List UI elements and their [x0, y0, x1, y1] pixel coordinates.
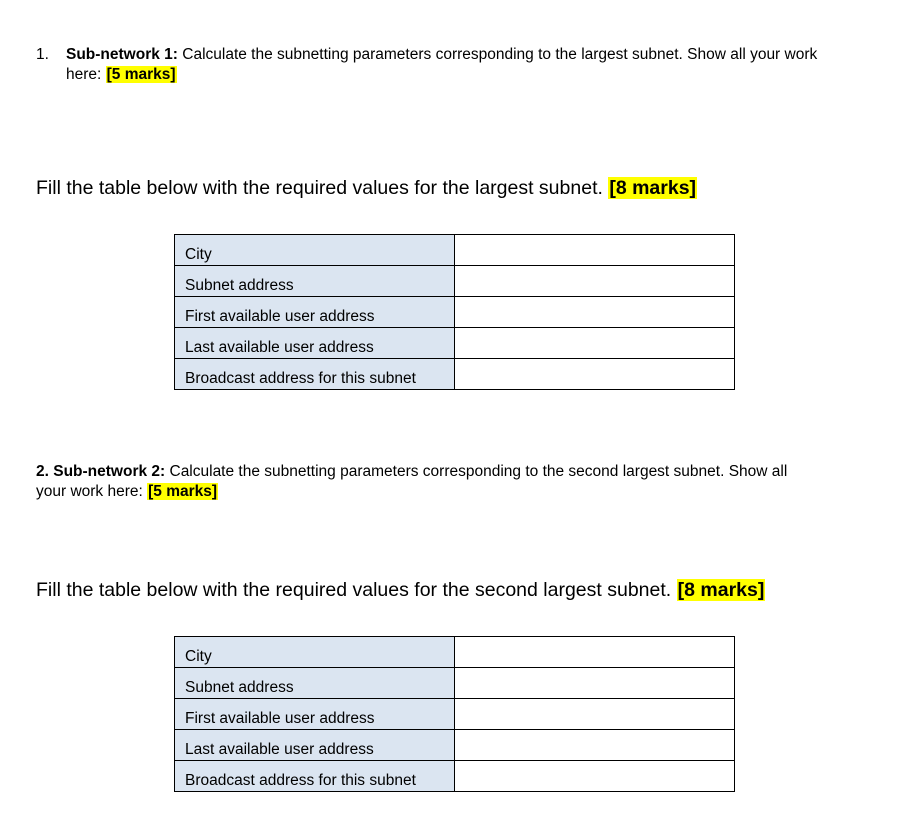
table-value-city[interactable]: [454, 637, 734, 668]
fill-instruction-2: [36, 577, 765, 603]
question-1: [36, 45, 896, 85]
question-2-text: Calculate the subnetting parameters corresponding to the second largest subnet. Show all: [165, 463, 788, 480]
fill-instruction-1-text: Fill the table below with the required values for the largest subnet.: [36, 177, 609, 199]
question-2-line-2: [36, 482, 896, 502]
fill-instruction-1: [36, 175, 697, 201]
question-2: [36, 462, 896, 502]
table-label-broadcast-address: Broadcast address for this subnet: [175, 359, 455, 390]
table-value-first-address[interactable]: [454, 699, 734, 730]
table-value-city[interactable]: [454, 235, 734, 266]
table-row: [175, 761, 735, 792]
table-row: [175, 359, 735, 390]
table-row: [175, 328, 735, 359]
fill-instruction-2-marks: [8 marks]: [677, 579, 765, 601]
table-row: [175, 730, 735, 761]
table-row: [175, 266, 735, 297]
question-1-line-2: [36, 65, 896, 85]
table-label-last-address: Last available user address: [175, 328, 455, 359]
table-label-first-address: First available user address: [175, 699, 455, 730]
table-label-last-address: Last available user address: [175, 730, 455, 761]
table-label-subnet-address: Subnet address: [175, 668, 455, 699]
table-row: [175, 668, 735, 699]
table-value-broadcast-address[interactable]: [454, 359, 734, 390]
fill-instruction-1-marks: [8 marks]: [609, 177, 697, 199]
question-1-marks: [5 marks]: [106, 66, 176, 83]
table-row: [175, 699, 735, 730]
table-row: [175, 297, 735, 328]
fill-instruction-2-text: Fill the table below with the required values for the second largest subnet.: [36, 579, 677, 601]
question-2-text-cont: your work here:: [36, 483, 148, 500]
question-1-number: 1.: [36, 46, 49, 63]
table-label-city: City: [175, 637, 455, 668]
question-1-line-1: [36, 45, 896, 65]
table-value-broadcast-address[interactable]: [454, 761, 734, 792]
table-label-first-address: First available user address: [175, 297, 455, 328]
table-value-last-address[interactable]: [454, 730, 734, 761]
question-1-text-cont: here:: [66, 66, 106, 83]
table-row: [175, 637, 735, 668]
table-row: [175, 235, 735, 266]
table-label-broadcast-address: Broadcast address for this subnet: [175, 761, 455, 792]
subnet-2-table: [174, 636, 735, 792]
question-2-line-1: [36, 462, 896, 482]
table-label-city: City: [175, 235, 455, 266]
question-2-marks: [5 marks]: [148, 483, 218, 500]
table-label-subnet-address: Subnet address: [175, 266, 455, 297]
question-1-text: Calculate the subnetting parameters corresponding to the largest subnet. Show all your work: [177, 46, 818, 63]
question-2-heading: 2. Sub-network 2:: [36, 463, 166, 480]
subnet-1-table: [174, 234, 735, 390]
table-value-last-address[interactable]: [454, 328, 734, 359]
table-value-first-address[interactable]: [454, 297, 734, 328]
table-value-subnet-address[interactable]: [454, 668, 734, 699]
table-value-subnet-address[interactable]: [454, 266, 734, 297]
question-1-heading: Sub-network 1:: [66, 46, 178, 63]
